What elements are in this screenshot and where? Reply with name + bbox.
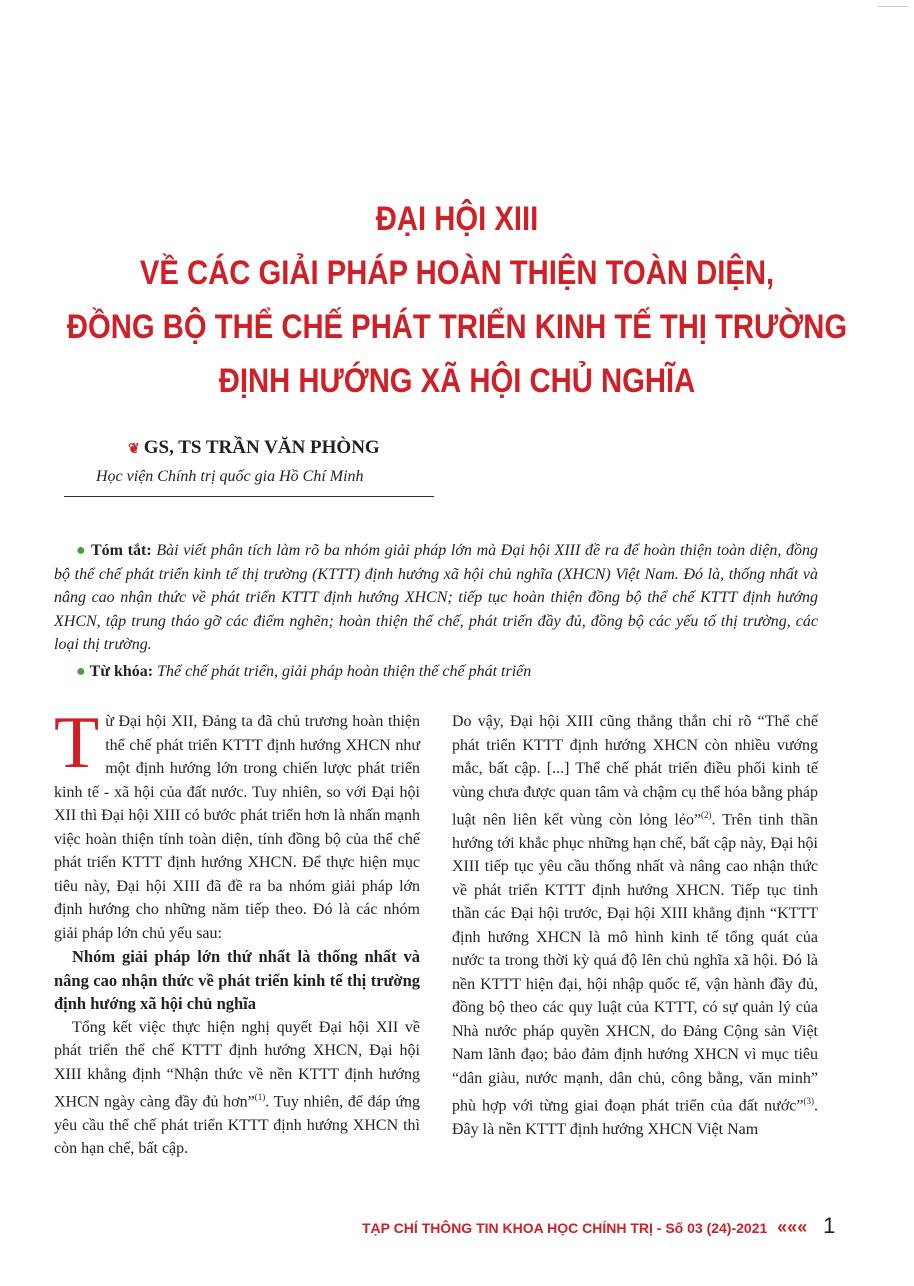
author-name (128, 437, 380, 459)
body-column-right (452, 710, 818, 1142)
article-title (64, 192, 850, 408)
footnote-ref: (1) (254, 1092, 266, 1102)
bullet-icon: ● (76, 663, 86, 680)
title-line: ĐẠI HỘI XIII (375, 200, 539, 238)
keywords-label: Từ khóa: (89, 663, 154, 680)
title-line: ĐỒNG BỘ THỂ CHẾ PHÁT TRIỂN KINH TẾ THỊ TRƯỜNG (66, 308, 848, 346)
journal-name: TẠP CHÍ THÔNG TIN KHOA HỌC CHÍNH TRỊ (362, 1220, 653, 1236)
divider (64, 496, 434, 497)
footnote-ref: (2) (701, 810, 712, 820)
paragraph-text: ừ Đại hội XII, Đảng ta đã chủ trương hoàn thiện thể chế phát triển KTTT định hướng XHCN như một định hướng lớn trong chiến lược phát triển kinh tế - xã hội của đất nước. Tuy nhiên, so với Đại hội XII thì Đại hội XIII có bước phát triển hơn là nhấn mạnh việc hoàn thiện tính toàn diện, tính đồng bộ của thể chế phát triển KTTT định hướng XHCN. Để thực hiện mục tiêu này, Đại hội XIII đã đề ra ba nhóm giải pháp lớn định hướng cho những năm tiếp theo. Đó là các nhóm giải pháp lớn chủ yếu sau: (54, 713, 420, 942)
paragraph-text: . Trên tinh thần hướng tới khắc phục những hạn chế, bất cập này, Đại hội XIII tiếp tục yêu cầu thống nhất và nâng cao nhận thức về phát triển KTTT định hướng XHCN. Tiếp tục tinh thần các Đại hội trước, Đại hội XIII khẳng định “KTTT định hướng XHCN là mô hình kinh tế tổng quát của nước ta trong thời kỳ quá độ lên chủ nghĩa xã hội. Đó là nền KTTT hiện đại, hội nhập quốc tế, vận hành đầy đủ, đồng bộ theo các quy luật của KTTT, có sự quản lý của Nhà nước pháp quyền XHCN, do Đảng Cộng sản Việt Nam lãnh đạo; bảo đảm định hướng XHCN vì mục tiêu “dân giàu, nước mạnh, dân chủ, công bằng, văn minh” phù hợp với từng giai đoạn phát triển của đất nước” (452, 811, 818, 1115)
page-footer (362, 1213, 835, 1239)
title-line: ĐỊNH HƯỚNG XÃ HỘI CHỦ NGHĨA (218, 362, 696, 400)
paragraph (54, 702, 420, 945)
section-heading: Nhóm giải pháp lớn thứ nhất là thống nhất và nâng cao nhận thức về phát triển kinh tế thị trường định hướng xã hội chủ nghĩa (54, 947, 420, 1013)
paragraph-text: . Đây là nền KTTT định hướng XHCN Việt Nam (452, 1097, 818, 1139)
footnote-ref: (3) (803, 1096, 814, 1107)
leaf-icon: ❦ (128, 442, 140, 457)
author-affiliation: Học viện Chính trị quốc gia Hồ Chí Minh (96, 468, 364, 485)
keywords-text: Thể chế phát triển, giải pháp hoàn thiện thể chế phát triển (157, 663, 532, 680)
paragraph (452, 710, 818, 1142)
body-column-left (54, 702, 421, 1161)
author-name-text: GS, TS TRẦN VĂN PHÒNG (143, 437, 380, 458)
drop-cap: T (54, 702, 100, 784)
chevrons-icon: ««« (777, 1217, 808, 1237)
paragraph-text: Tổng kết việc thực hiện nghị quyết Đại hội XII về phát triển thể chế KTTT định hướng XHCN, Đại hội XIII khẳng định “Nhận thức về nền KTTT định hướng XHCN ngày càng đầy đủ hơn” (54, 1018, 420, 1111)
abstract (54, 539, 818, 657)
bullet-icon: ● (76, 542, 87, 559)
keywords (54, 660, 818, 684)
issue-number: - Số 03 (24)-2021 (656, 1220, 768, 1236)
paragraph-text: Do vậy, Đại hội XIII cũng thẳng thắn chỉ rõ “Thể chế phát triển KTTT định hướng XHCN còn nhiều vướng mắc, bất cập. [...] Thể chế phát triển điều phối kinh tế vùng chưa được quan tâm và chậm cụ thể hóa bằng pháp luật nên liên kết vùng còn lỏng lẻo” (452, 713, 818, 829)
title-line: VỀ CÁC GIẢI PHÁP HOÀN THIỆN TOÀN DIỆN, (139, 254, 775, 292)
abstract-text: Bài viết phân tích làm rõ ba nhóm giải pháp lớn mà Đại hội XIII đề ra để hoàn thiện toàn diện, đồng bộ thể chế phát triển kinh tế thị trường (KTTT) định hướng xã hội chủ nghĩa (XHCN) Việt Nam. Đó là, thống nhất và nâng cao nhận thức về phát triển KTTT định hướng XHCN; tiếp tục hoàn thiện đồng bộ thể chế KTTT định hướng XHCN, tập trung tháo gỡ các điểm nghẽn; hoàn thiện thể chế, phát triển đầy đủ, đồng bộ các yếu tố thị trường, các loại thị trường. (54, 542, 819, 654)
abstract-label: Tóm tắt: (91, 542, 152, 559)
paragraph-text: . Tuy nhiên, để đáp ứng yêu cầu thể chế phát triển KTTT định hướng XHCN thì còn hạn chế, bất cập. (54, 1093, 421, 1158)
crop-mark (878, 6, 908, 7)
paragraph (54, 1016, 420, 1161)
page-number: 1 (823, 1213, 836, 1238)
